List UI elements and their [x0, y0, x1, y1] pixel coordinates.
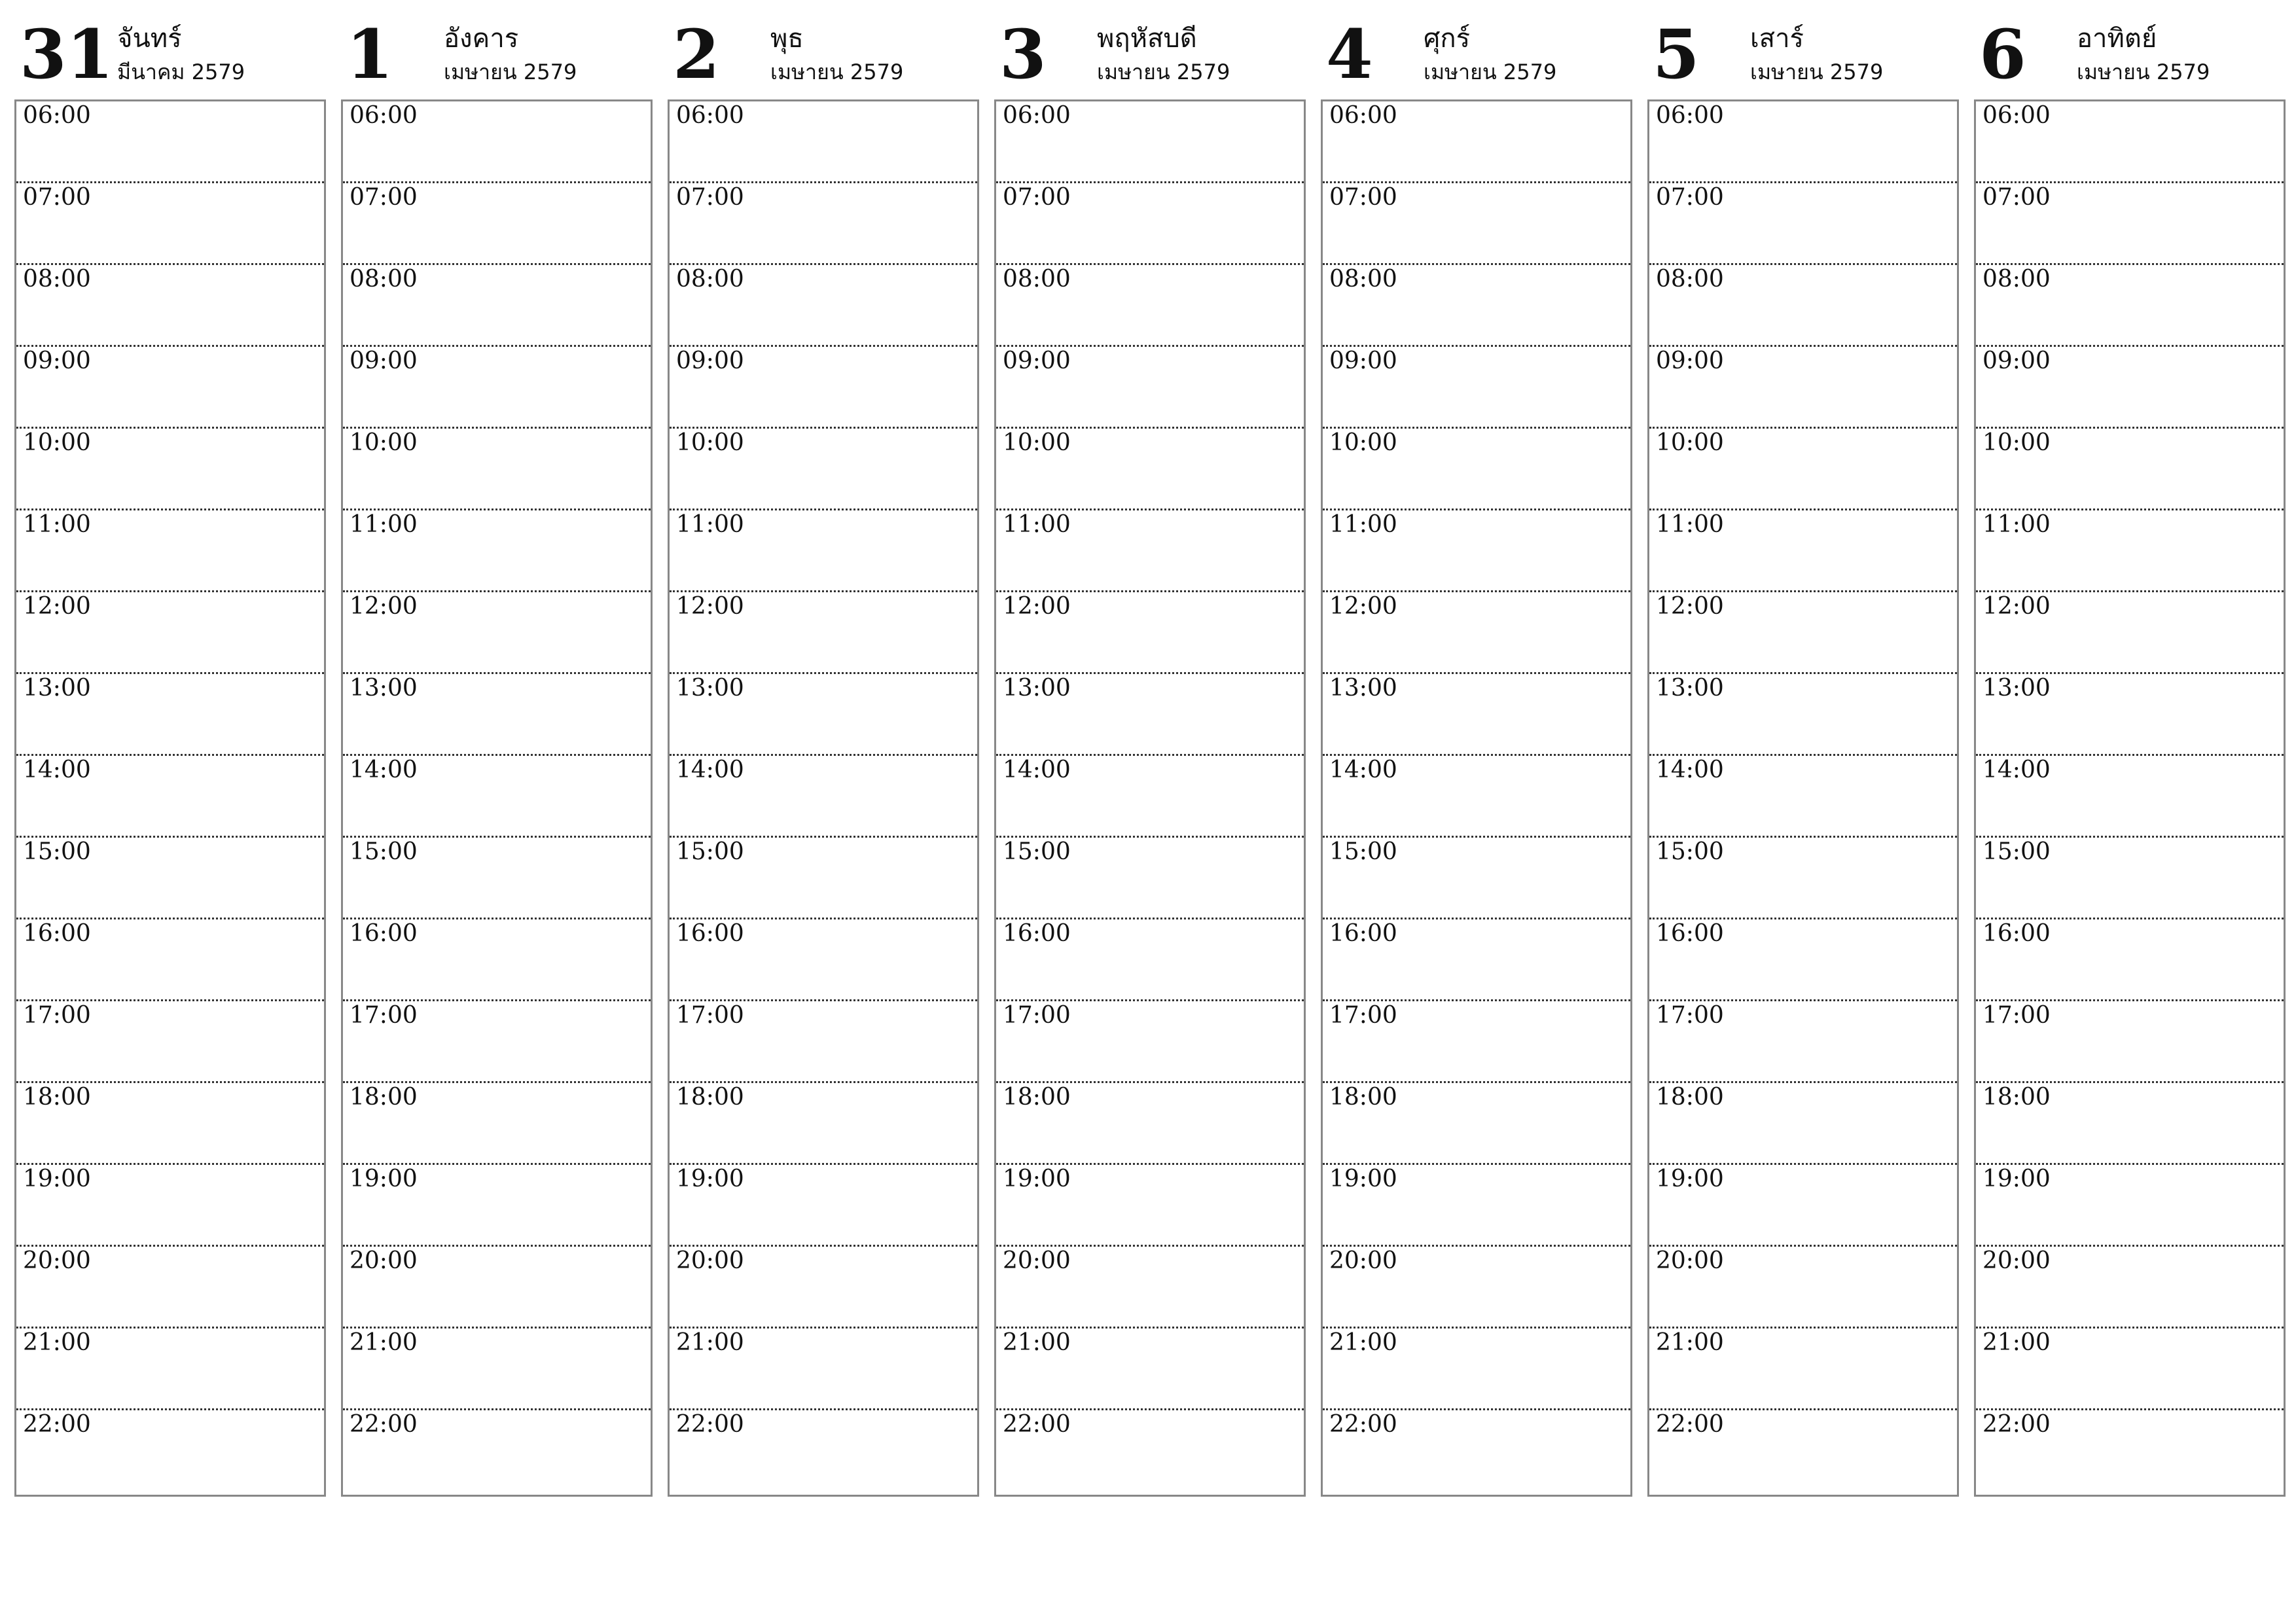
hour-label: 09:00 [350, 348, 418, 374]
hour-label: 16:00 [1003, 920, 1071, 947]
hour-label: 09:00 [1656, 348, 1724, 374]
hour-label: 15:00 [1982, 838, 2051, 865]
hour-label: 14:00 [1329, 757, 1397, 783]
day-column [1647, 16, 1959, 1500]
weekday-name: ศุกร์ [1424, 24, 1471, 54]
hour-slot[interactable] [1976, 429, 2284, 510]
hour-label: 17:00 [1329, 1002, 1397, 1029]
hour-slot[interactable] [1649, 1165, 1957, 1247]
day-header [1647, 16, 1959, 94]
hour-slot[interactable] [1976, 1410, 2284, 1492]
hour-slot[interactable] [996, 1410, 1304, 1492]
month-year: เมษายน 2579 [444, 60, 577, 84]
day-column [14, 16, 326, 1500]
hour-slot[interactable] [1976, 674, 2284, 756]
hour-label: 18:00 [1982, 1084, 2051, 1111]
hour-label: 20:00 [1003, 1247, 1071, 1274]
hour-label: 14:00 [1982, 757, 2051, 783]
hour-label: 19:00 [1982, 1166, 2051, 1192]
hour-slot[interactable] [1976, 347, 2284, 429]
hour-label: 13:00 [1329, 675, 1397, 702]
hour-label: 20:00 [350, 1247, 418, 1274]
hour-label: 16:00 [350, 920, 418, 947]
month-year: เมษายน 2579 [1424, 60, 1557, 84]
hour-label: 18:00 [1003, 1084, 1071, 1111]
hour-label: 07:00 [1656, 184, 1724, 211]
hour-slot[interactable] [996, 919, 1304, 1001]
hour-slot[interactable] [1976, 265, 2284, 347]
hour-slot[interactable] [670, 510, 977, 592]
hour-slot[interactable] [996, 1329, 1304, 1410]
hour-slot[interactable] [343, 1001, 651, 1083]
hour-slot[interactable] [670, 592, 977, 674]
hour-label: 18:00 [1656, 1084, 1724, 1111]
hour-slot[interactable] [16, 429, 324, 510]
hour-label: 21:00 [1329, 1329, 1397, 1356]
hour-label: 21:00 [23, 1329, 91, 1356]
hour-slot[interactable] [1649, 183, 1957, 265]
hour-slot[interactable] [670, 1165, 977, 1247]
hour-slot[interactable] [1649, 101, 1957, 183]
hour-slot[interactable] [16, 756, 324, 838]
hour-slot[interactable] [343, 101, 651, 183]
hour-slot[interactable] [1649, 674, 1957, 756]
day-schedule-box [14, 99, 326, 1497]
hour-slot[interactable] [670, 674, 977, 756]
hour-label: 22:00 [676, 1411, 744, 1438]
hour-label: 10:00 [1329, 429, 1397, 456]
hour-slot[interactable] [1976, 1247, 2284, 1329]
hour-label: 20:00 [1982, 1247, 2051, 1274]
hour-label: 22:00 [1329, 1411, 1397, 1438]
hour-label: 19:00 [350, 1166, 418, 1192]
weekday-name: เสาร์ [1750, 24, 1804, 54]
hour-slot[interactable] [1976, 838, 2284, 919]
hour-slot[interactable] [996, 347, 1304, 429]
hour-slot[interactable] [1323, 1247, 1630, 1329]
hour-label: 21:00 [1656, 1329, 1724, 1356]
hour-label: 21:00 [676, 1329, 744, 1356]
hour-label: 20:00 [1656, 1247, 1724, 1274]
hour-label: 15:00 [23, 838, 91, 865]
hour-label: 22:00 [1003, 1411, 1071, 1438]
hour-slot[interactable] [1323, 1410, 1630, 1492]
day-header [1321, 16, 1632, 94]
hour-slot[interactable] [1323, 674, 1630, 756]
hour-label: 12:00 [350, 593, 418, 620]
hour-slot[interactable] [670, 429, 977, 510]
hour-label: 17:00 [1982, 1002, 2051, 1029]
hour-label: 21:00 [1003, 1329, 1071, 1356]
hour-label: 06:00 [350, 102, 418, 129]
hour-slot[interactable] [16, 1001, 324, 1083]
hour-slot[interactable] [16, 347, 324, 429]
hour-label: 19:00 [1329, 1166, 1397, 1192]
hour-slot[interactable] [670, 347, 977, 429]
day-column [994, 16, 1306, 1500]
hour-label: 10:00 [350, 429, 418, 456]
hour-label: 15:00 [1329, 838, 1397, 865]
day-schedule-box [341, 99, 653, 1497]
hour-label: 22:00 [350, 1411, 418, 1438]
hour-label: 14:00 [1656, 757, 1724, 783]
weekday-name: พุธ [770, 24, 804, 54]
hour-slot[interactable] [670, 756, 977, 838]
month-year: เมษายน 2579 [2077, 60, 2210, 84]
hour-label: 17:00 [1656, 1002, 1724, 1029]
hour-label: 21:00 [350, 1329, 418, 1356]
hour-slot[interactable] [343, 347, 651, 429]
hour-slot[interactable] [16, 674, 324, 756]
hour-label: 19:00 [1003, 1166, 1071, 1192]
hour-label: 12:00 [1003, 593, 1071, 620]
hour-slot[interactable] [1649, 510, 1957, 592]
hour-label: 20:00 [23, 1247, 91, 1274]
weekday-name: อาทิตย์ [2077, 24, 2157, 54]
hour-slot[interactable] [1976, 756, 2284, 838]
hour-label: 14:00 [1003, 757, 1071, 783]
weekday-name: พฤหัสบดี [1097, 24, 1197, 54]
hour-label: 12:00 [1329, 593, 1397, 620]
hour-slot[interactable] [16, 183, 324, 265]
hour-slot[interactable] [1323, 1329, 1630, 1410]
hour-slot[interactable] [996, 429, 1304, 510]
hour-slot[interactable] [1649, 919, 1957, 1001]
hour-slot[interactable] [16, 265, 324, 347]
hour-label: 18:00 [350, 1084, 418, 1111]
hour-slot[interactable] [670, 265, 977, 347]
hour-slot[interactable] [996, 838, 1304, 919]
hour-slot[interactable] [1976, 1329, 2284, 1410]
hour-label: 06:00 [1003, 102, 1071, 129]
hour-label: 17:00 [676, 1002, 744, 1029]
hour-slot[interactable] [1649, 1329, 1957, 1410]
hour-label: 21:00 [1982, 1329, 2051, 1356]
hour-slot[interactable] [996, 510, 1304, 592]
hour-slot[interactable] [670, 1410, 977, 1492]
hour-slot[interactable] [996, 183, 1304, 265]
hour-label: 11:00 [350, 511, 418, 538]
hour-slot[interactable] [343, 429, 651, 510]
hour-label: 09:00 [1982, 348, 2051, 374]
hour-slot[interactable] [343, 265, 651, 347]
hour-label: 13:00 [1003, 675, 1071, 702]
month-year: มีนาคม 2579 [117, 60, 245, 84]
hour-slot[interactable] [996, 101, 1304, 183]
day-schedule-box [1647, 99, 1959, 1497]
hour-slot[interactable] [670, 1083, 977, 1165]
hour-slot[interactable] [343, 510, 651, 592]
day-number: 5 [1653, 15, 1700, 94]
hour-label: 07:00 [23, 184, 91, 211]
hour-label: 10:00 [1656, 429, 1724, 456]
month-year: เมษายน 2579 [770, 60, 904, 84]
hour-slot[interactable] [1323, 347, 1630, 429]
hour-label: 15:00 [1003, 838, 1071, 865]
hour-slot[interactable] [343, 674, 651, 756]
day-number: 4 [1326, 15, 1373, 94]
hour-label: 22:00 [1982, 1411, 2051, 1438]
day-header [994, 16, 1306, 94]
hour-label: 17:00 [23, 1002, 91, 1029]
weekday-name: จันทร์ [117, 24, 182, 54]
hour-slot[interactable] [16, 1247, 324, 1329]
day-column [1321, 16, 1632, 1500]
day-number: 6 [1979, 15, 2026, 94]
day-column [341, 16, 653, 1500]
hour-label: 13:00 [676, 675, 744, 702]
hour-slot[interactable] [996, 674, 1304, 756]
hour-label: 06:00 [1329, 102, 1397, 129]
hour-slot[interactable] [996, 1247, 1304, 1329]
hour-label: 07:00 [1329, 184, 1397, 211]
weekday-name: อังคาร [444, 24, 519, 54]
weekly-planner [14, 16, 2286, 1500]
hour-slot[interactable] [16, 1165, 324, 1247]
hour-label: 07:00 [350, 184, 418, 211]
hour-label: 14:00 [676, 757, 744, 783]
month-year: เมษายน 2579 [1750, 60, 1884, 84]
hour-slot[interactable] [1976, 919, 2284, 1001]
hour-slot[interactable] [343, 592, 651, 674]
hour-slot[interactable] [670, 1247, 977, 1329]
day-column [1974, 16, 2286, 1500]
hour-slot[interactable] [343, 1083, 651, 1165]
hour-label: 16:00 [1329, 920, 1397, 947]
hour-label: 20:00 [676, 1247, 744, 1274]
hour-label: 07:00 [676, 184, 744, 211]
hour-slot[interactable] [1649, 592, 1957, 674]
hour-label: 09:00 [1329, 348, 1397, 374]
hour-label: 15:00 [350, 838, 418, 865]
hour-label: 19:00 [676, 1166, 744, 1192]
hour-label: 16:00 [23, 920, 91, 947]
hour-slot[interactable] [1323, 756, 1630, 838]
hour-slot[interactable] [996, 1165, 1304, 1247]
month-year: เมษายน 2579 [1097, 60, 1230, 84]
day-schedule-box [1321, 99, 1632, 1497]
day-header [341, 16, 653, 94]
day-schedule-box [994, 99, 1306, 1497]
hour-slot[interactable] [1323, 919, 1630, 1001]
hour-slot[interactable] [1649, 265, 1957, 347]
hour-slot[interactable] [343, 183, 651, 265]
hour-label: 09:00 [23, 348, 91, 374]
hour-label: 11:00 [1656, 511, 1724, 538]
hour-label: 10:00 [1982, 429, 2051, 456]
hour-label: 16:00 [1982, 920, 2051, 947]
hour-label: 12:00 [23, 593, 91, 620]
hour-slot[interactable] [16, 1083, 324, 1165]
hour-label: 09:00 [1003, 348, 1071, 374]
day-number: 3 [999, 15, 1047, 94]
hour-slot[interactable] [1976, 183, 2284, 265]
hour-label: 07:00 [1003, 184, 1071, 211]
hour-label: 11:00 [676, 511, 744, 538]
hour-slot[interactable] [1323, 1083, 1630, 1165]
hour-slot[interactable] [1976, 1165, 2284, 1247]
hour-slot[interactable] [1649, 1001, 1957, 1083]
hour-slot[interactable] [1323, 592, 1630, 674]
hour-label: 13:00 [1982, 675, 2051, 702]
hour-slot[interactable] [670, 1329, 977, 1410]
hour-slot[interactable] [1976, 510, 2284, 592]
hour-label: 07:00 [1982, 184, 2051, 211]
day-schedule-box [668, 99, 979, 1497]
hour-slot[interactable] [1323, 265, 1630, 347]
hour-slot[interactable] [16, 1329, 324, 1410]
hour-slot[interactable] [1976, 1083, 2284, 1165]
hour-slot[interactable] [670, 838, 977, 919]
hour-slot[interactable] [1976, 592, 2284, 674]
hour-label: 11:00 [1329, 511, 1397, 538]
hour-label: 22:00 [1656, 1411, 1724, 1438]
hour-label: 14:00 [350, 757, 418, 783]
hour-slot[interactable] [996, 592, 1304, 674]
hour-label: 17:00 [350, 1002, 418, 1029]
hour-slot[interactable] [996, 265, 1304, 347]
hour-slot[interactable] [1323, 1001, 1630, 1083]
hour-slot[interactable] [1649, 1083, 1957, 1165]
hour-label: 13:00 [350, 675, 418, 702]
hour-label: 15:00 [676, 838, 744, 865]
hour-slot[interactable] [16, 592, 324, 674]
hour-label: 19:00 [23, 1166, 91, 1192]
hour-slot[interactable] [343, 1410, 651, 1492]
hour-label: 16:00 [1656, 920, 1724, 947]
hour-label: 22:00 [23, 1411, 91, 1438]
hour-slot[interactable] [1976, 101, 2284, 183]
hour-label: 12:00 [1982, 593, 2051, 620]
hour-label: 18:00 [1329, 1084, 1397, 1111]
hour-label: 11:00 [1003, 511, 1071, 538]
hour-label: 09:00 [676, 348, 744, 374]
hour-label: 18:00 [23, 1084, 91, 1111]
hour-slot[interactable] [343, 1165, 651, 1247]
hour-slot[interactable] [1323, 101, 1630, 183]
hour-slot[interactable] [670, 101, 977, 183]
hour-slot[interactable] [343, 1247, 651, 1329]
hour-label: 20:00 [1329, 1247, 1397, 1274]
hour-label: 08:00 [23, 266, 91, 293]
hour-label: 11:00 [23, 511, 91, 538]
hour-slot[interactable] [670, 919, 977, 1001]
hour-label: 10:00 [676, 429, 744, 456]
hour-label: 18:00 [676, 1084, 744, 1111]
hour-slot[interactable] [670, 1001, 977, 1083]
hour-slot[interactable] [1323, 1165, 1630, 1247]
hour-slot[interactable] [1649, 347, 1957, 429]
hour-label: 08:00 [1003, 266, 1071, 293]
hour-label: 13:00 [23, 675, 91, 702]
hour-slot[interactable] [343, 756, 651, 838]
day-column [668, 16, 979, 1500]
hour-label: 08:00 [1982, 266, 2051, 293]
hour-slot[interactable] [16, 1410, 324, 1492]
hour-label: 06:00 [676, 102, 744, 129]
day-number: 1 [346, 15, 393, 94]
hour-slot[interactable] [16, 838, 324, 919]
hour-label: 06:00 [1982, 102, 2051, 129]
hour-label: 08:00 [676, 266, 744, 293]
hour-label: 06:00 [23, 102, 91, 129]
hour-label: 13:00 [1656, 675, 1724, 702]
hour-label: 16:00 [676, 920, 744, 947]
hour-slot[interactable] [16, 919, 324, 1001]
hour-label: 08:00 [350, 266, 418, 293]
hour-label: 12:00 [676, 593, 744, 620]
hour-slot[interactable] [996, 1001, 1304, 1083]
hour-label: 15:00 [1656, 838, 1724, 865]
hour-label: 14:00 [23, 757, 91, 783]
hour-slot[interactable] [1649, 1410, 1957, 1492]
day-number: 31 [20, 15, 114, 94]
hour-slot[interactable] [16, 510, 324, 592]
hour-label: 06:00 [1656, 102, 1724, 129]
day-schedule-box [1974, 99, 2286, 1497]
hour-label: 17:00 [1003, 1002, 1071, 1029]
day-header [668, 16, 979, 94]
day-header [14, 16, 326, 94]
hour-slot[interactable] [996, 756, 1304, 838]
hour-label: 08:00 [1656, 266, 1724, 293]
hour-slot[interactable] [1323, 838, 1630, 919]
hour-slot[interactable] [343, 838, 651, 919]
hour-slot[interactable] [1976, 1001, 2284, 1083]
day-number: 2 [673, 15, 720, 94]
hour-label: 10:00 [23, 429, 91, 456]
hour-slot[interactable] [1323, 429, 1630, 510]
hour-label: 10:00 [1003, 429, 1071, 456]
hour-slot[interactable] [996, 1083, 1304, 1165]
hour-slot[interactable] [16, 101, 324, 183]
hour-slot[interactable] [670, 183, 977, 265]
hour-slot[interactable] [1323, 183, 1630, 265]
hour-slot[interactable] [343, 1329, 651, 1410]
hour-label: 12:00 [1656, 593, 1724, 620]
day-header [1974, 16, 2286, 94]
hour-slot[interactable] [1323, 510, 1630, 592]
hour-slot[interactable] [343, 919, 651, 1001]
hour-label: 19:00 [1656, 1166, 1724, 1192]
hour-label: 11:00 [1982, 511, 2051, 538]
hour-slot[interactable] [1649, 756, 1957, 838]
hour-slot[interactable] [1649, 429, 1957, 510]
hour-slot[interactable] [1649, 1247, 1957, 1329]
hour-slot[interactable] [1649, 838, 1957, 919]
hour-label: 08:00 [1329, 266, 1397, 293]
